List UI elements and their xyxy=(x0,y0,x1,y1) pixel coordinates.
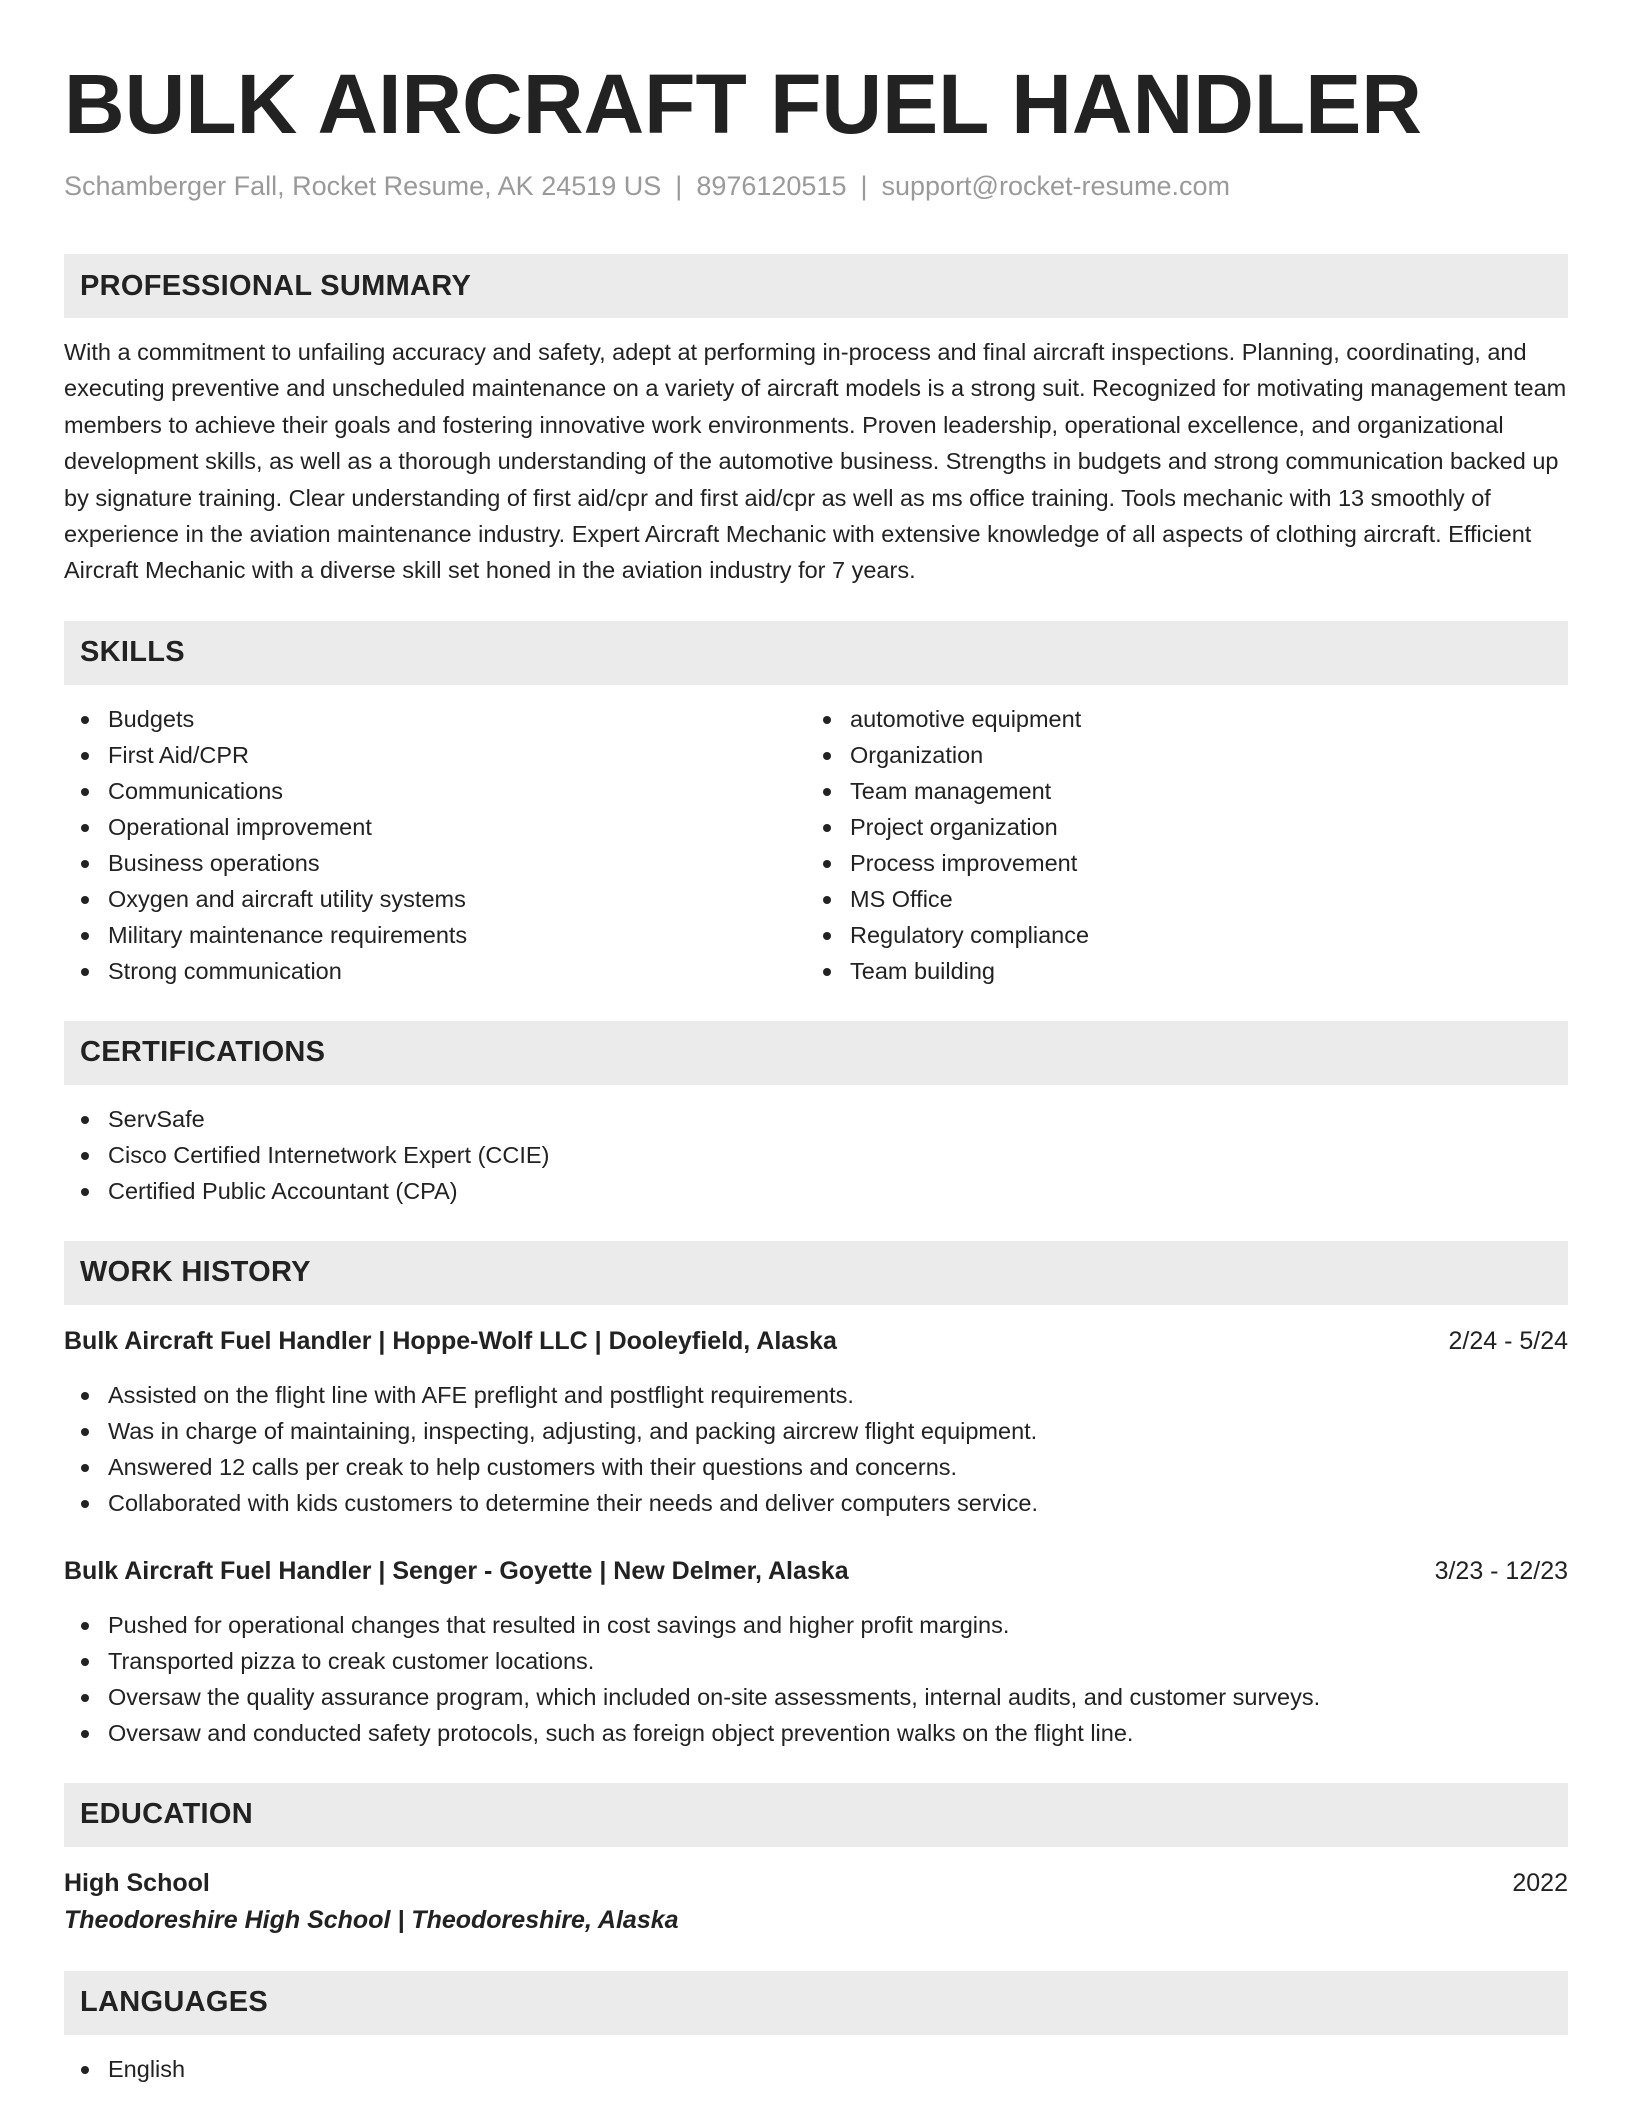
section-heading-certifications: CERTIFICATIONS xyxy=(64,1021,1568,1085)
section-heading-summary: PROFESSIONAL SUMMARY xyxy=(64,254,1568,318)
skills-column-left xyxy=(64,701,806,989)
contact-phone: 8976120515 xyxy=(696,171,847,201)
skill-item: Project organization xyxy=(806,809,1548,845)
contact-separator: | xyxy=(860,171,868,201)
skill-item: Team building xyxy=(806,953,1548,989)
job-duty: Transported pizza to creak customer locations. xyxy=(64,1643,1568,1679)
skill-item: Communications xyxy=(64,773,806,809)
skill-item: Business operations xyxy=(64,845,806,881)
summary-text: With a commitment to unfailing accuracy and safety, adept at performing in-process and final aircraft inspections. Planning, coordinating, and executing preventive and unscheduled maintenance on a variety of aircraft models is a strong suit. Recognized for motivating management team members to achieve their goals and fostering innovative work environments. Proven leadership, operational excellence, and organizational development skills, as well as a thorough understanding of the automotive business. Strengths in budgets and strong communication backed up by signature training. Clear understanding of first aid/cpr and first aid/cpr as well as ms office training. Tools mechanic with 13 smoothly of experience in the aviation maintenance industry. Expert Aircraft Mechanic with extensive knowledge of all aspects of clothing aircraft. Efficient Aircraft Mechanic with a diverse skill set honed in the aviation industry for 7 years. xyxy=(64,339,1567,584)
section-heading-languages: LANGUAGES xyxy=(64,1971,1568,2035)
skill-item: automotive equipment xyxy=(806,701,1548,737)
resume-page xyxy=(64,56,1568,2087)
job-duty: Pushed for operational changes that resulted in cost savings and higher profit margins. xyxy=(64,1607,1568,1643)
education-year: 2022 xyxy=(1512,1868,1568,1897)
job-header xyxy=(64,1323,1568,1359)
skill-item: Military maintenance requirements xyxy=(64,917,806,953)
contact-separator: | xyxy=(675,171,683,201)
skills-column-right xyxy=(806,701,1548,989)
job-duty: Collaborated with kids customers to determine their needs and deliver computers service. xyxy=(64,1485,1568,1521)
candidate-name: BULK AIRCRAFT FUEL HANDLER xyxy=(64,57,1422,151)
skills-list xyxy=(64,701,1568,989)
job-duty: Oversaw and conducted safety protocols, such as foreign object prevention walks on the flight line. xyxy=(64,1715,1568,1751)
skill-item: Process improvement xyxy=(806,845,1548,881)
skill-item: Strong communication xyxy=(64,953,806,989)
certification-item: Certified Public Accountant (CPA) xyxy=(64,1173,1568,1209)
education-degree: High School xyxy=(64,1868,210,1897)
language-item: English xyxy=(64,2051,1568,2087)
job-dates: 3/23 - 12/23 xyxy=(1434,1556,1568,1585)
skill-item: MS Office xyxy=(806,881,1548,917)
job-header xyxy=(64,1553,1568,1589)
skill-item: Operational improvement xyxy=(64,809,806,845)
contact-email: support@rocket-resume.com xyxy=(881,171,1231,201)
skill-item: Oxygen and aircraft utility systems xyxy=(64,881,806,917)
skill-item: Team management xyxy=(806,773,1548,809)
languages-list xyxy=(64,2051,1568,2087)
section-heading-work-history: WORK HISTORY xyxy=(64,1241,1568,1305)
certification-item: ServSafe xyxy=(64,1101,1568,1137)
job-title: Bulk Aircraft Fuel Handler | Senger - Goyette | New Delmer, Alaska xyxy=(64,1556,849,1585)
certifications-list xyxy=(64,1101,1568,1209)
certification-item: Cisco Certified Internetwork Expert (CCIE) xyxy=(64,1137,1568,1173)
job-duty: Was in charge of maintaining, inspecting, adjusting, and packing aircrew flight equipment. xyxy=(64,1413,1568,1449)
education-school: Theodoreshire High School | Theodoreshire, Alaska xyxy=(64,1905,679,1934)
job-duties-list xyxy=(64,1377,1568,1521)
contact-line xyxy=(64,168,1568,204)
education-entry xyxy=(64,1865,1568,1901)
job-duty: Assisted on the flight line with AFE preflight and postflight requirements. xyxy=(64,1377,1568,1413)
job-duty: Answered 12 calls per creak to help customers with their questions and concerns. xyxy=(64,1449,1568,1485)
job-entry xyxy=(64,1553,1568,1751)
job-duties-list xyxy=(64,1607,1568,1751)
section-heading-skills: SKILLS xyxy=(64,621,1568,685)
job-title: Bulk Aircraft Fuel Handler | Hoppe-Wolf LLC | Dooleyfield, Alaska xyxy=(64,1326,837,1355)
skill-item: First Aid/CPR xyxy=(64,737,806,773)
skill-item: Budgets xyxy=(64,701,806,737)
job-dates: 2/24 - 5/24 xyxy=(1448,1326,1568,1355)
contact-address: Schamberger Fall, Rocket Resume, AK 24519 US xyxy=(64,171,662,201)
skill-item: Regulatory compliance xyxy=(806,917,1548,953)
skill-item: Organization xyxy=(806,737,1548,773)
job-entry xyxy=(64,1323,1568,1521)
job-duty: Oversaw the quality assurance program, which included on-site assessments, internal audits, and customer surveys. xyxy=(64,1679,1568,1715)
section-heading-education: EDUCATION xyxy=(64,1783,1568,1847)
